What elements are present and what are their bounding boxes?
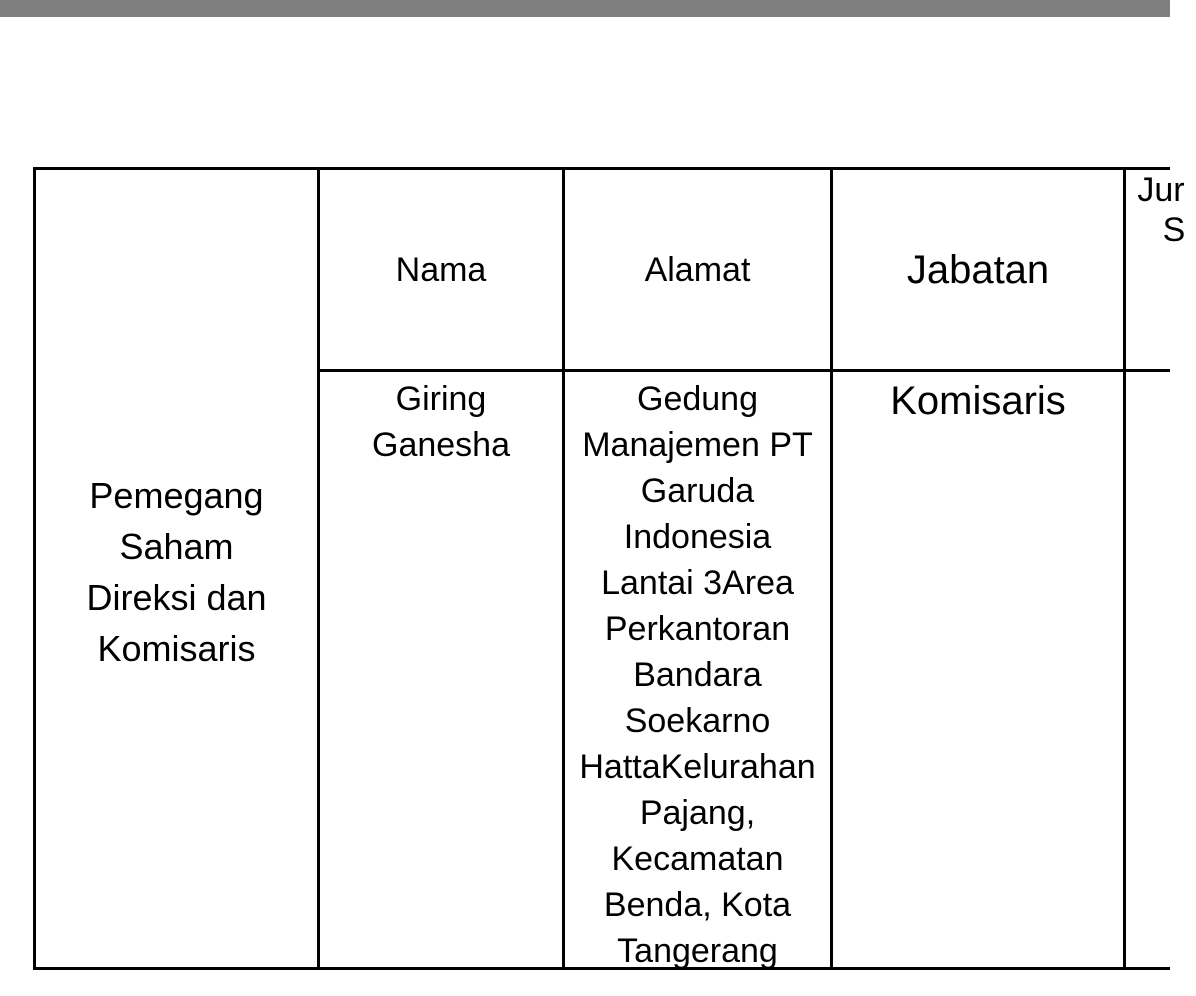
header-nama: Nama — [395, 250, 487, 289]
cell-alamat-line: Gedung — [637, 380, 758, 418]
cell-alamat-line: Kecamatan — [611, 840, 784, 878]
header-partial-line2: S — [1162, 211, 1186, 249]
cell-alamat-line: Perkantoran — [604, 610, 791, 648]
row-group-label — [35, 470, 318, 674]
cell-alamat-line: Garuda — [640, 472, 755, 510]
row-group-label-line: Saham — [119, 526, 234, 567]
header-alamat: Alamat — [644, 250, 751, 289]
row-group-label-line: Direksi dan — [86, 577, 267, 618]
header-partial-cut — [1126, 170, 1196, 370]
cell-alamat-line: Bandara — [633, 656, 762, 694]
cell-alamat-line: Pajang, — [639, 794, 756, 832]
cell-nama-line: Ganesha — [372, 426, 510, 464]
row-group-label-line: Pemegang — [89, 475, 264, 516]
header-jabatan: Jabatan — [906, 247, 1050, 292]
cell-alamat-line: Lantai 3Area — [601, 564, 794, 602]
row-group-label-line: Komisaris — [97, 628, 256, 669]
cell-alamat-line: Manajemen PT — [582, 426, 813, 464]
cell-alamat-line: Tangerang — [617, 932, 778, 970]
cell-alamat-line: Indonesia — [623, 518, 772, 556]
cell-alamat — [565, 376, 830, 974]
cell-alamat-line: HattaKelurahan — [579, 748, 816, 786]
cell-nama-line: Giring — [395, 380, 487, 418]
cell-jabatan: Komisaris — [890, 379, 1066, 423]
cell-alamat-line: Soekarno — [624, 702, 771, 740]
cell-nama — [320, 376, 562, 468]
header-partial-line1: Jur — [1137, 171, 1185, 209]
cell-alamat-line: Benda, Kota — [603, 886, 792, 924]
